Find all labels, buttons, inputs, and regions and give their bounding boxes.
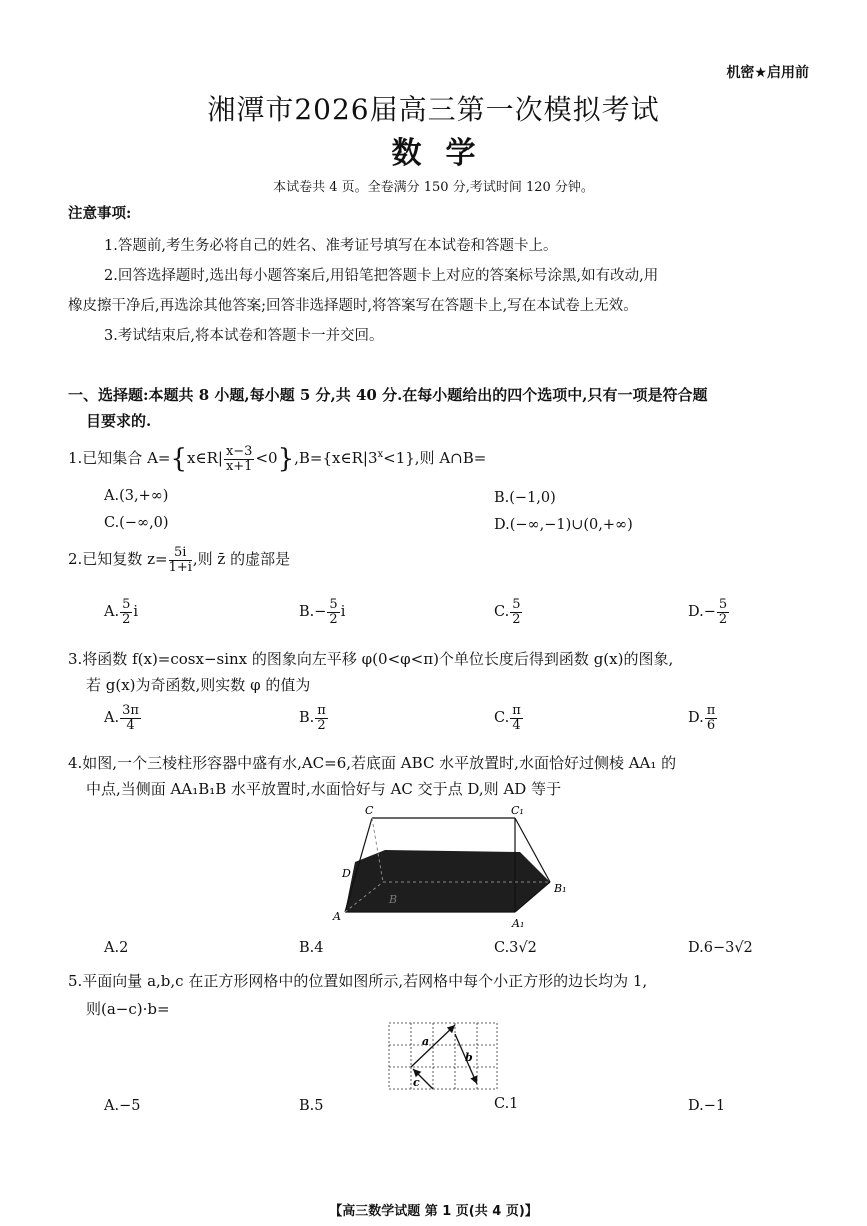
question-4: 4.如图,一个三棱柱形容器中盛有水,AC=6,若底面 ABC 水平放置时,水面恰好过侧棱 AA₁ 的 bbox=[68, 754, 677, 772]
label-d: D bbox=[342, 867, 351, 880]
notice-item: 1.答题前,考生务必将自己的姓名、准考证号填写在本试卷和答题卡上。 bbox=[104, 238, 558, 254]
question-1: 1.已知集合 A={x∈R| $\frac{x-3}{x+1}$ $<0\},B=\{x\in R|3^x<1\}$,则 A∩B= bbox=[68, 443, 487, 474]
grid-lines bbox=[389, 1023, 497, 1089]
confidential-label: 机密★启用前 bbox=[726, 65, 809, 81]
q4-option-c: C.3√2 bbox=[494, 940, 537, 956]
label-a1: A₁ bbox=[512, 917, 525, 930]
notice-item: 3.考试结束后,将本试卷和答题卡一并交回。 bbox=[104, 328, 384, 344]
label-vector-c: c bbox=[413, 1076, 420, 1089]
q4-option-a: A.2 bbox=[104, 940, 129, 956]
label-c: C bbox=[365, 804, 374, 817]
q3-option-b: B. $\frac{\pi}{2}$ bbox=[299, 703, 326, 733]
notice-item: 橡皮擦干净后,再选涂其他答案;回答非选择题时,将答案写在答题卡上,写在本试卷上无效。 bbox=[68, 298, 638, 314]
q2-option-d: D.− $\frac{5}{2}$ bbox=[688, 597, 728, 627]
q3-option-c: C. $\frac{\pi}{4}$ bbox=[494, 703, 521, 733]
q4-option-d: D.6−3√2 bbox=[688, 940, 753, 956]
q1-set-a: x∈R| bbox=[187, 449, 223, 467]
label-b1: B₁ bbox=[554, 882, 567, 895]
label-a: A bbox=[333, 910, 341, 923]
q3-option-a: A. $\frac{3\pi}{4}$ bbox=[104, 703, 139, 733]
q2-option-c: C. $\frac{5}{2}$ bbox=[494, 597, 521, 627]
page-footer: 【高三数学试题 第 1 页(共 4 页)】 bbox=[329, 1204, 538, 1219]
q4-option-b: B.4 bbox=[299, 940, 324, 956]
q2-fraction: $\frac{5i}{1+i}$ bbox=[168, 545, 192, 575]
q1-option-b: B.(−1,0) bbox=[494, 490, 556, 506]
question-4-cont: 中点,当侧面 AA₁B₁B 水平放置时,水面恰好与 AC 交于点 D,则 AD 等于 bbox=[86, 780, 562, 798]
label-vector-a: a bbox=[422, 1035, 430, 1048]
question-2: 2.已知复数 z= $\frac{5i}{1+i}$ ,则 z̄ 的虚部是 bbox=[68, 545, 291, 575]
section-heading: 一、选择题:本题共 8 小题,每小题 5 分,共 40 分.在每小题给出的四个选项中,只有一项是符合题 bbox=[68, 386, 708, 404]
q1-option-a: A.(3,+∞) bbox=[104, 488, 169, 504]
vector-grid-figure bbox=[388, 1022, 500, 1094]
notice-item: 2.回答选择题时,选出每小题答案后,用铅笔把答题卡上对应的答案标号涂黑,如有改动,用 bbox=[104, 268, 659, 284]
question-3: 3.将函数 f(x)=cosx−sinx 的图象向左平移 φ(0<φ<π)个单位长度后得到函数 g(x)的图象, bbox=[68, 650, 674, 668]
label-c1: C₁ bbox=[511, 804, 524, 817]
q2-option-b: B.− $\frac{5}{2}$ i bbox=[299, 597, 346, 627]
q1-fraction: $\frac{x-3}{x+1}$ bbox=[225, 443, 253, 474]
q5-option-d: D.−1 bbox=[688, 1098, 726, 1114]
q5-option-c: C.1 bbox=[494, 1096, 519, 1112]
question-5-cont: 则(a−c)·b= bbox=[86, 1000, 170, 1018]
question-3-cont: 若 g(x)为奇函数,则实数 φ 的值为 bbox=[86, 676, 311, 694]
water-region bbox=[345, 850, 550, 912]
question-5: 5.平面向量 a,b,c 在正方形网格中的位置如图所示,若网格中每个小正方形的边长均为 1, bbox=[68, 972, 648, 990]
q5-option-a: A.−5 bbox=[104, 1098, 141, 1114]
q1-set-b: ,B={x∈R|3 bbox=[294, 449, 378, 467]
label-vector-b: b bbox=[465, 1051, 473, 1064]
q1-option-c: C.(−∞,0) bbox=[104, 515, 169, 531]
label-b: B bbox=[389, 893, 398, 906]
q1-pre: 1.已知集合 A= bbox=[68, 449, 171, 467]
subject-title: 数学 bbox=[391, 136, 500, 171]
exam-info: 本试卷共 4 页。全卷满分 150 分,考试时间 120 分钟。 bbox=[273, 180, 594, 195]
q3-option-d: D. $\frac{\pi}{6}$ bbox=[688, 703, 716, 733]
section-heading-cont: 目要求的. bbox=[86, 412, 152, 430]
notice-heading: 注意事项: bbox=[68, 205, 132, 222]
q2-option-a: A. $\frac{5}{2}$ i bbox=[104, 597, 139, 627]
q1-option-d: D.(−∞,−1)∪(0,+∞) bbox=[494, 517, 633, 533]
q5-option-b: B.5 bbox=[299, 1098, 324, 1114]
prism-figure bbox=[325, 800, 565, 935]
exam-title: 湘潭市2026届高三第一次模拟考试 bbox=[207, 93, 660, 126]
